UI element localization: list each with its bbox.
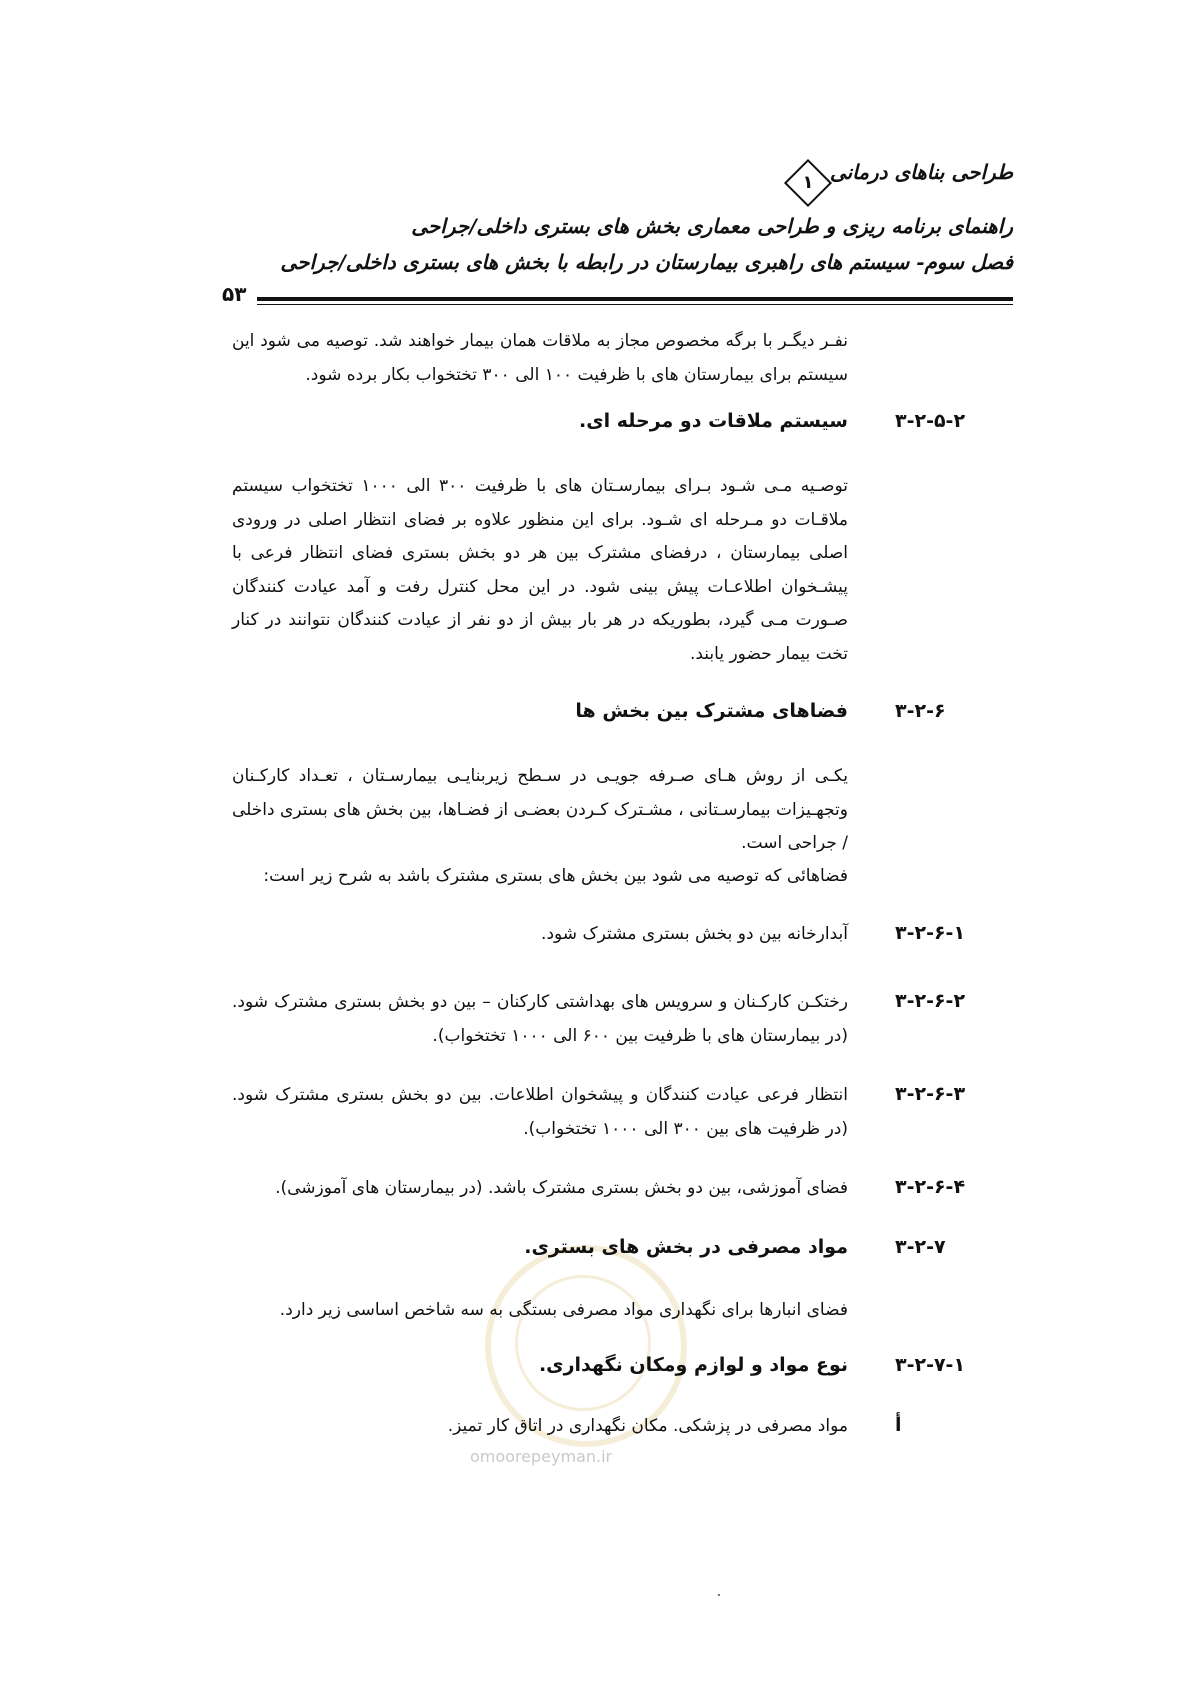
item-text: رختکـن کارکـنان و سرویس های بهداشتی کارکنان – بین دو بخش بستری مشترک شود. (در بیمارستان های با ظرفیت بین ۶۰۰ الی ۱۰۰۰ تختخواب). [232, 992, 848, 1046]
header-rule-thin [257, 304, 1013, 305]
section-title: مواد مصرفی در بخش های بستری. [524, 1236, 848, 1258]
section-number: ۳-۲-۷ [895, 1236, 946, 1258]
item-text: آبدارخانه بین دو بخش بستری مشترک شود. [541, 924, 848, 944]
item-number: ۳-۲-۶-۳ [895, 1083, 966, 1105]
section-title: نوع مواد و لوازم ومکان نگهداری. [538, 1354, 848, 1376]
guide-title: راهنمای برنامه ریزی و طراحی معماری بخش های بستری داخلی/جراحی [411, 214, 1013, 238]
section-number: ۳-۲-۶ [895, 700, 946, 722]
speck [718, 1594, 720, 1596]
section-title: فضاهای مشترک بین بخش ها [575, 700, 848, 722]
header-rule [257, 297, 1013, 301]
section-title: سیستم ملاقات دو مرحله ای. [578, 410, 848, 432]
item-text: فضای آموزشی، بین دو بخش بستری مشترک باشد. (در بیمارستان های آموزشی). [275, 1178, 848, 1198]
item-number: ۳-۲-۶-۲ [895, 990, 966, 1012]
section-body: توصـیه مـی شـود بـرای بیمارسـتان های با ظرفیت ۳۰۰ الی ۱۰۰۰ تختخواب سیستم ملاقـات دو مـرحله ای شـود. برای این منظور علاوه بر فضای انتظار اصلی در ورودی اصلی بیمارستان ، درفضای مشترک بین هر دو بخش بستری فضای انتظار فرعی با پیشـخوان اطلاعـات پیش بینی شود. در این محل کنترل رفت و آمد عیادت کنندگان صـورت مـی گیرد، بطوریکه در هر بار بیش از دو نفر از عیادت کنندگان نتوانند در کنار تخت بیمار حضور یابند. [232, 476, 848, 664]
book-title: طراحی بناهای درمانی [829, 160, 1013, 184]
page-number: ۵۳ [222, 282, 247, 306]
intro-paragraph: نفـر دیگـر با برگه مخصوص مجاز به ملاقات همان بیمار خواهند شد. توصیه می شود این سیستم برای بیمارستان های با ظرفیت ۱۰۰ الی ۳۰۰ تختخواب بکار برده شود. [232, 331, 848, 385]
section-number: ۳-۲-۵-۲ [895, 410, 966, 432]
section-body-continued: فضاهائی که توصیه می شود بین بخش های بستری مشترک باشد به شرح زیر است: [263, 866, 848, 886]
item-number: ۳-۲-۶-۱ [895, 922, 966, 944]
item-label: أ [895, 1414, 902, 1436]
section-body: فضای انبارها برای نگهداری مواد مصرفی بستگی به سه شاخص اساسی زیر دارد. [279, 1300, 848, 1320]
item-text: مواد مصرفی در پزشکی. مکان نگهداری در اتاق کار تمیز. [447, 1416, 848, 1436]
section-number: ۳-۲-۷-۱ [895, 1354, 966, 1376]
item-number: ۳-۲-۶-۴ [895, 1176, 966, 1198]
chapter-title: فصل سوم- سیستم های راهبری بیمارستان در رابطه با بخش های بستری داخلی/جراحی [280, 250, 1013, 274]
item-text: انتظار فرعی عیادت کنندگان و پیشخوان اطلاعات. بین دو بخش بستری مشترک شود. (در ظرفیت های بین ۳۰۰ الی ۱۰۰۰ تختخواب). [232, 1085, 848, 1139]
volume-number: ۱ [802, 172, 814, 193]
watermark-text: omoorepeyman.ir [470, 1447, 613, 1466]
section-body: یکـی از روش هـای صـرفه جویـی در سـطح زیربنایـی بیمارسـتان ، تعـداد کارکـنان وتجهـیزات بیمارسـتانی ، مشـترک کـردن بعضـی از فضـاها، بین بخش های بستری داخلی / جراحی است. [232, 766, 848, 853]
